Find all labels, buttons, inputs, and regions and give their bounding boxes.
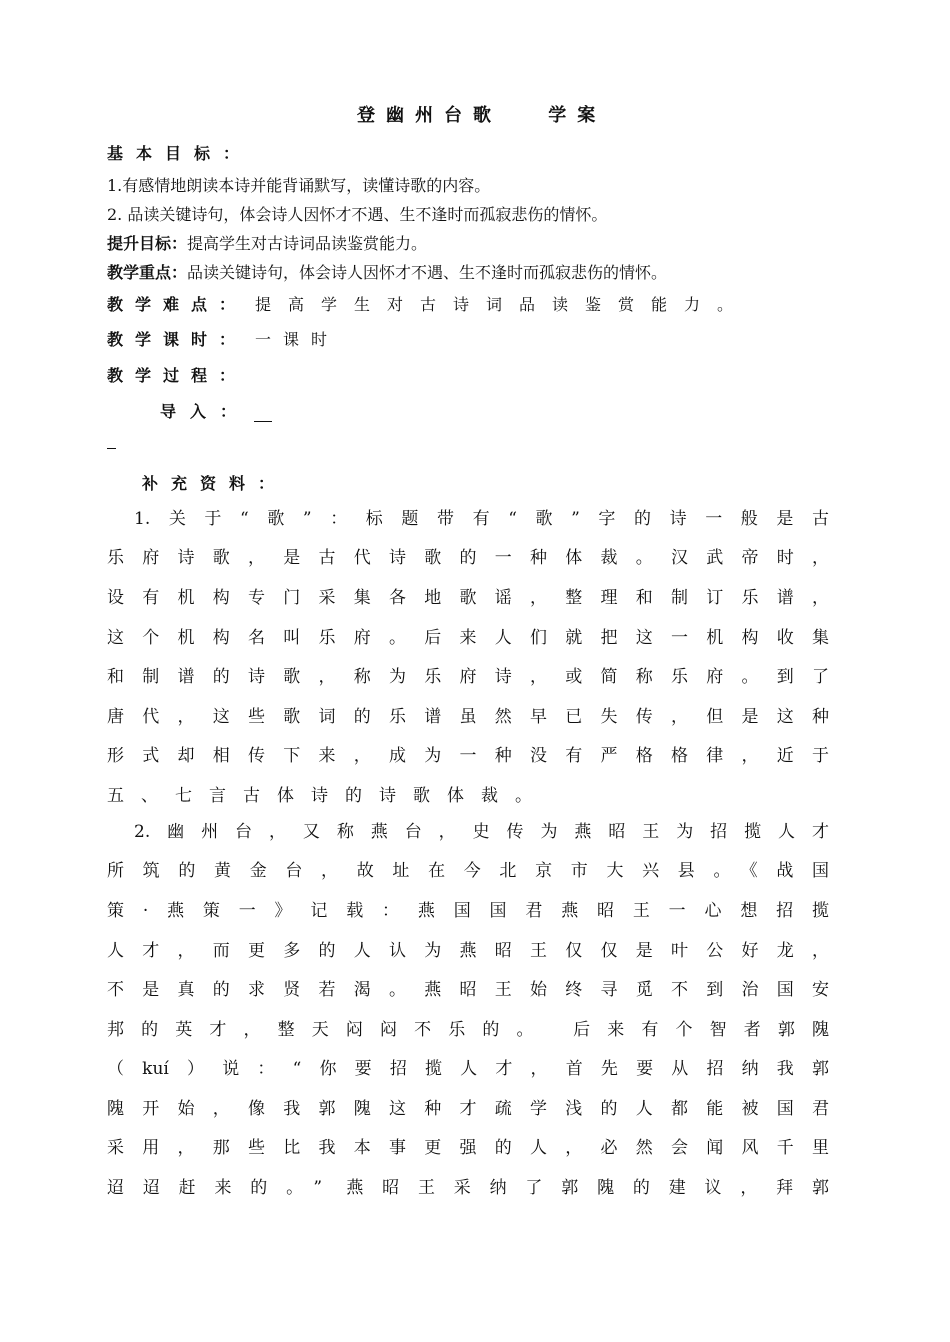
para2-line: 人才，而更多的人认为燕昭王仅仅是叶公好龙， (107, 941, 829, 961)
key-point (107, 263, 667, 283)
process-heading: 教学过程： (107, 366, 248, 385)
difficulty-text: 提高学生对古诗词品读鉴赏能力。 (255, 295, 751, 314)
para2-line: （kuí）说：“你要招揽人才，首先要从招纳我郭 (107, 1059, 829, 1079)
blank-line (107, 448, 116, 449)
difficulty-label: 教学难点： (107, 295, 248, 314)
basic-objectives-heading: 基本目标： (107, 144, 253, 163)
improve-objective (107, 234, 427, 254)
para2-line: 不是真的求贤若渴。燕昭王始终寻觅不到治国安 (107, 980, 829, 1000)
para1-line: 这个机构名叫乐府。后来人们就把这一机构收集 (107, 628, 829, 648)
para1-line: 设有机构专门采集各地歌谣，整理和制订乐谱， (107, 588, 829, 608)
para1-line: 1.关于“歌”：标题带有“歌”字的诗一般是古 (134, 509, 829, 529)
objective-item-1: 1.有感情地朗读本诗并能背诵默写，读懂诗歌的内容。 (107, 176, 491, 195)
intro-line (160, 402, 272, 422)
difficulty (107, 295, 750, 315)
objective-item-2: 2. 品读关键诗句，体会诗人因怀才不遇、生不逢时而孤寂悲伤的情怀。 (107, 205, 608, 224)
intro-label: 导入： (160, 402, 251, 421)
class-hours (107, 330, 339, 350)
key-point-text: 品读关键诗句，体会诗人因怀才不遇、生不逢时而孤寂悲伤的情怀。 (187, 263, 668, 282)
supplement-heading: 补充资料： (142, 474, 288, 493)
para2-line: 隗开始，像我郭隗这种才疏学浅的人都能被国君 (107, 1099, 829, 1119)
para2-line: 策·燕策一》记载：燕国国君燕昭王一心想招揽 (107, 901, 829, 921)
para1-line: 乐府诗歌，是古代诗歌的一种体裁。汉武帝时， (107, 548, 829, 568)
para1-line: 五、七言古体诗的诗歌体裁。 (107, 786, 549, 806)
intro-blank (254, 407, 272, 422)
class-hours-label: 教学课时： (107, 330, 248, 349)
para2-line: 邦的英才，整天闷闷不乐的。 后来有个智者郭隗 (107, 1020, 829, 1040)
para1-line: 和制谱的诗歌，称为乐府诗，或简称乐府。到了 (107, 667, 829, 687)
improve-objective-label: 提升目标： (107, 234, 188, 253)
para2-line: 采用，那些比我本事更强的人，必然会闻风千里 (107, 1138, 829, 1158)
para2-line: 所筑的黄金台，故址在今北京市大兴县。《战国 (107, 861, 829, 881)
para2-line: 2.幽州台，又称燕台，史传为燕昭王为招揽人才 (134, 822, 829, 842)
page-title: 登幽州台歌 学案 (357, 105, 607, 126)
para2-line: 迢迢赶来的。” 燕昭王采纳了郭隗的建议，拜郭 (107, 1178, 829, 1198)
para1-line: 唐代，这些歌词的乐谱虽然早已失传，但是这种 (107, 707, 829, 727)
improve-objective-text: 提高学生对古诗词品读鉴赏能力。 (187, 234, 428, 253)
para1-line: 形式却相传下来，成为一种没有严格格律，近于 (107, 746, 829, 766)
class-hours-text: 一课时 (255, 330, 340, 349)
key-point-label: 教学重点： (107, 263, 188, 282)
